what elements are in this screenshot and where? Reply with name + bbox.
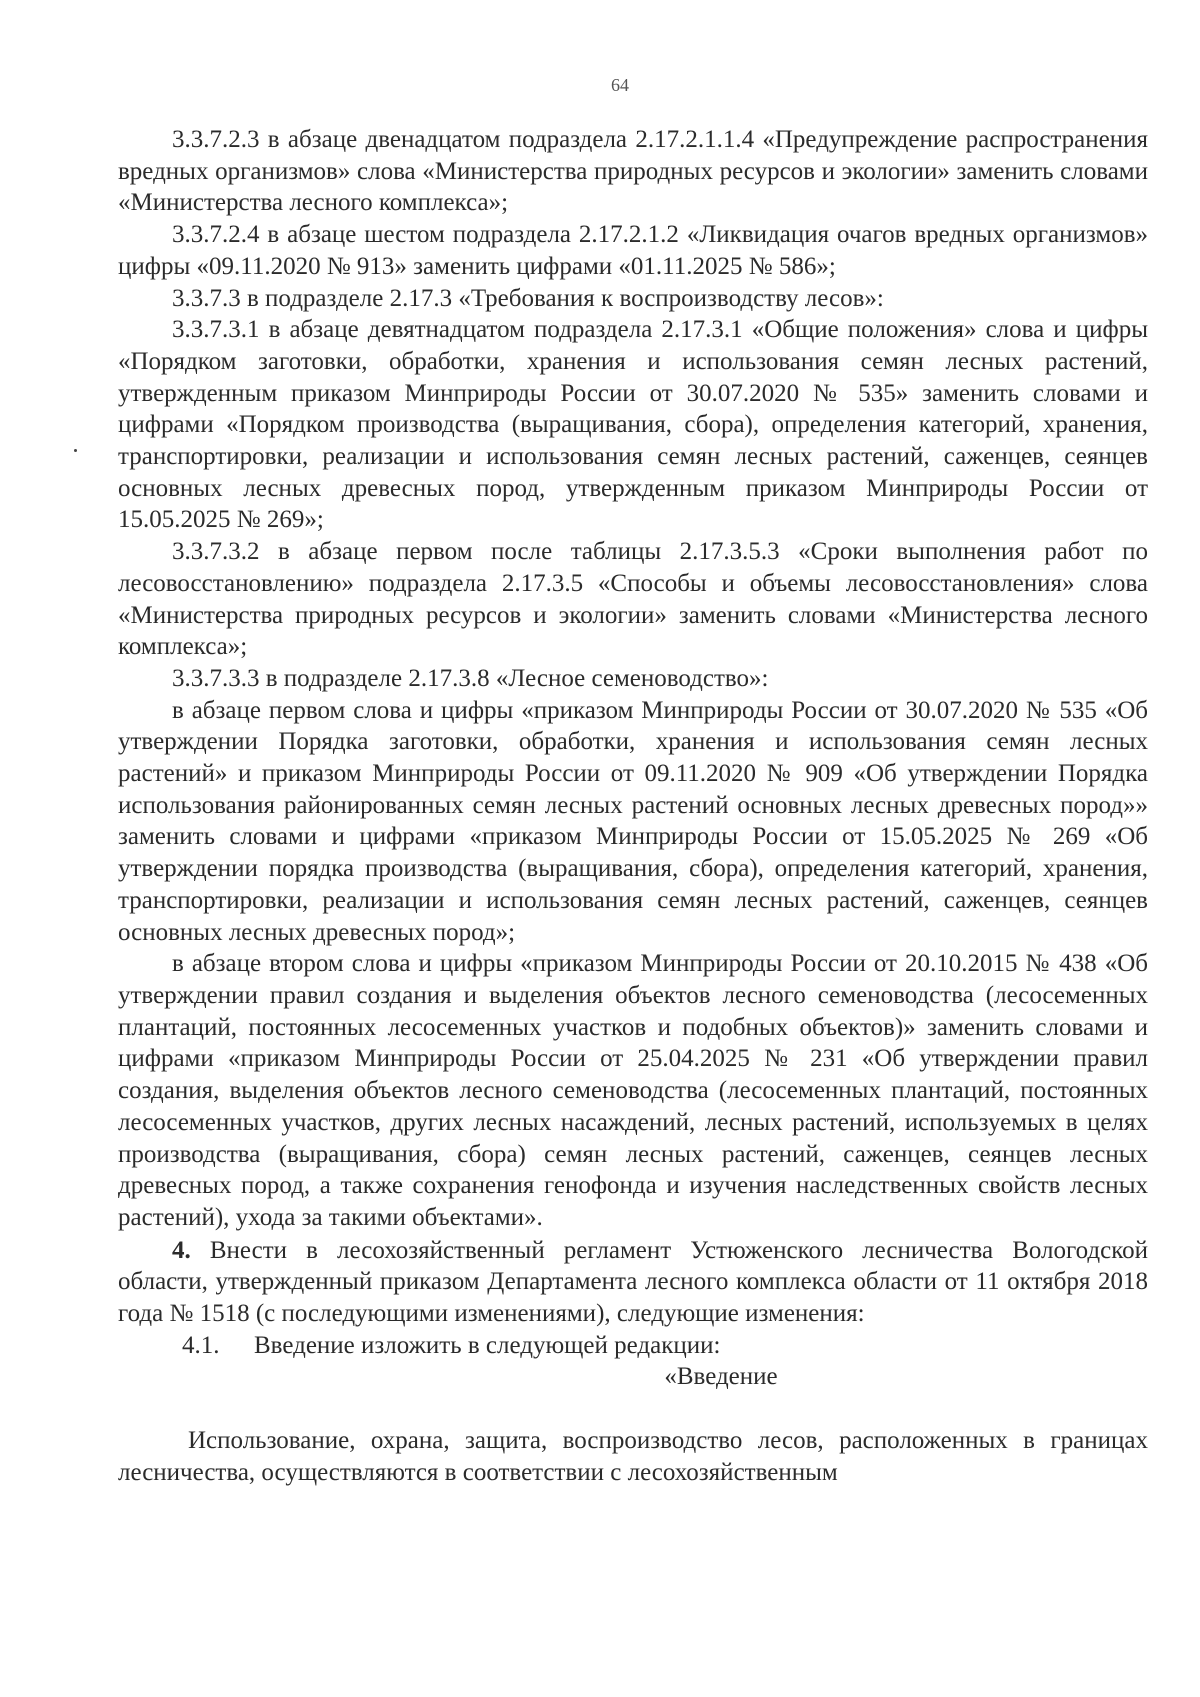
item-4-text: Внести в лесохозяйственный регламент Устюженского лесничества Вологодской области, утвержденный приказом Департамента лесного комплекса области от 11 октября 2018 года № 1518 (с последующими изменениями), следующие изменения:: [118, 1236, 1149, 1328]
item-4-1-number: 4.1.: [182, 1331, 220, 1359]
item-4-1-text: Введение изложить в следующей редакции:: [254, 1331, 721, 1359]
paragraph-3-3-7-2-4: 3.3.7.2.4 в абзаце шестом подраздела 2.17.2.1.2 «Ликвидация очагов вредных организмов» цифры «09.11.2020 № 913» заменить цифрами «01.11.2025 № 586»;: [118, 221, 1148, 280]
item-4-number: 4.: [172, 1236, 191, 1264]
paragraph-3-3-7-3: 3.3.7.3 в подразделе 2.17.3 «Требования к воспроизводству лесов»:: [172, 284, 884, 312]
paragraph-3-3-7-3-3: 3.3.7.3.3 в подразделе 2.17.3.8 «Лесное семеноводство»:: [172, 664, 769, 692]
paragraph-introduction-start: Использование, охрана, защита, воспроизводство лесов, расположенных в границах лесничества, осуществляются в соответствии с лесохозяйственным: [118, 1427, 1148, 1486]
paragraph-3-3-7-2-3: 3.3.7.2.3 в абзаце двенадцатом подраздела 2.17.2.1.1.4 «Предупреждение распространения вредных организмов» слова «Министерства природных ресурсов и экологии» заменить словами «Министерства лесного комплекса»;: [118, 126, 1148, 217]
paragraph-item-4: [118, 1235, 1148, 1330]
paragraph-item-4-1: [118, 1330, 1148, 1362]
document-body: [118, 124, 1148, 1489]
paragraph-first-abzac: в абзаце первом слова и цифры «приказом Минприроды России от 30.07.2020 № 535 «Об утверждении Порядка заготовки, обработки, хранения и использования семян лесных растений» и приказом Минприроды России от 09.11.2020 № 909 «Об утверждении Порядка использования районированных семян лесных растений основных лесных древесных пород»» заменить словами и цифрами «приказом Минприроды России от 15.05.2025 № 269 «Об утверждении порядка производства (выращивания, сбора), определения категорий, хранения, транспортировки, реализации и использования семян лесных растений, саженцев, сеянцев основных лесных древесных пород»;: [118, 696, 1148, 946]
paragraph-3-3-7-3-2: 3.3.7.3.2 в абзаце первом после таблицы 2.17.3.5.3 «Сроки выполнения работ по лесовосстановлению» подраздела 2.17.3.5 «Способы и объемы лесовосстановления» слова «Министерства природных ресурсов и экологии» заменить словами «Министерства лесного комплекса»;: [118, 538, 1148, 661]
scan-speck: [74, 449, 77, 452]
paragraph-3-3-7-3-1: 3.3.7.3.1 в абзаце девятнадцатом подраздела 2.17.3.1 «Общие положения» слова и цифры «Порядком заготовки, обработки, хранения и использования семян лесных растений, утвержденным приказом Минприроды России от 30.07.2020 № 535» заменить словами и цифрами «Порядком производства (выращивания, сбора), определения категорий, хранения, транспортировки, реализации и использования семян лесных растений, саженцев, сеянцев основных лесных древесных пород, утвержденным приказом Минприроды России от 15.05.2025 № 269»;: [118, 316, 1148, 534]
page-number: 64: [611, 75, 629, 95]
paragraph-second-abzac: в абзаце втором слова и цифры «приказом Минприроды России от 20.10.2015 № 438 «Об утверждении правил создания и выделения объектов лесного семеноводства (лесосеменных плантаций, постоянных лесосеменных участков и подобных объектов)» заменить словами и цифрами «приказом Минприроды России от 25.04.2025 № 231 «Об утверждении правил создания, выделения объектов лесного семеноводства (лесосеменных плантаций, постоянных лесосеменных участков, других лесных насаждений, лесных растений, используемых в целях производства (выращивания, сбора) семян лесных растений, саженцев, сеянцев лесных древесных пород, а также сохранения генофонда и изучения наследственных свойств лесных растений), ухода за такими объектами».: [118, 950, 1148, 1231]
section-heading-vvedenie: «Введение: [664, 1363, 778, 1391]
